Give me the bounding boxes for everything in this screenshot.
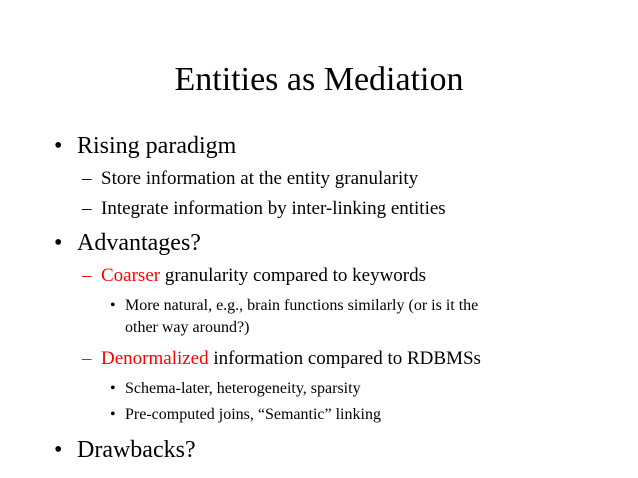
- sub-bullet-integrate-information: Integrate information by inter-linking entities: [101, 198, 446, 219]
- dash-icon: –: [82, 198, 92, 219]
- bullet-icon: •: [110, 380, 116, 397]
- sub-bullet-denormalized-text: information compared to RDBMSs: [208, 348, 481, 369]
- sub-sub-bullet-pre-computed: Pre-computed joins, “Semantic” linking: [125, 406, 381, 423]
- highlight-coarser: Coarser: [101, 265, 161, 286]
- bullet-icon: •: [110, 406, 116, 423]
- sub-bullet-denormalized: [101, 348, 481, 370]
- bullet-icon: •: [54, 133, 63, 159]
- slide-title: Entities as Mediation: [174, 61, 464, 98]
- bullet-rising-paradigm: Rising paradigm: [77, 133, 237, 159]
- sub-sub-bullet-more-natural-cont: other way around?): [125, 319, 250, 336]
- dash-icon: –: [82, 265, 92, 286]
- bullet-advantages: Advantages?: [77, 230, 201, 256]
- bullet-icon: •: [54, 230, 63, 256]
- highlight-denormalized: Denormalized: [101, 348, 209, 369]
- sub-sub-bullet-more-natural: More natural, e.g., brain functions similarly (or is it the: [125, 297, 479, 314]
- dash-icon: –: [82, 348, 92, 369]
- sub-bullet-coarser-text: granularity compared to keywords: [160, 265, 427, 286]
- bullet-icon: •: [110, 297, 116, 314]
- sub-bullet-store-information: Store information at the entity granularity: [101, 168, 419, 189]
- sub-sub-bullet-schema-later: Schema-later, heterogeneity, sparsity: [125, 380, 361, 397]
- bullet-drawbacks: Drawbacks?: [77, 437, 196, 463]
- sub-bullet-coarser: [101, 265, 426, 287]
- dash-icon: –: [82, 168, 92, 189]
- bullet-icon: •: [54, 437, 63, 463]
